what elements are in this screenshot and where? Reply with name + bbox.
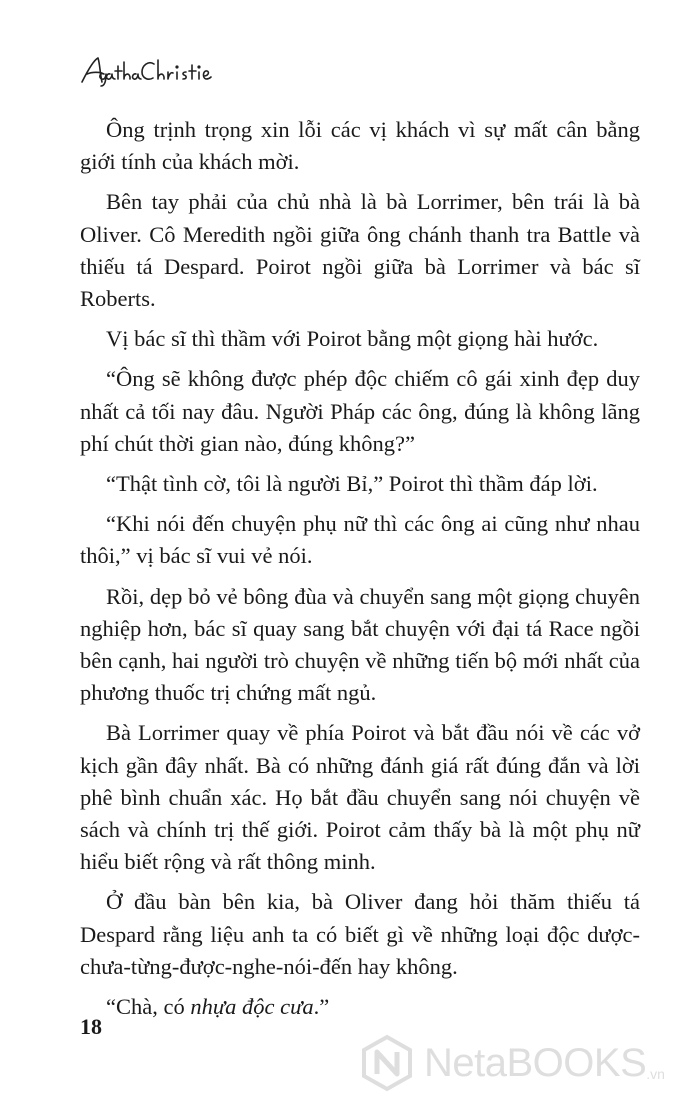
author-signature xyxy=(78,52,218,90)
watermark-logo xyxy=(358,1032,688,1094)
italic-text: nhựa độc cưa xyxy=(190,994,314,1020)
watermark-brand: NetaBOOKS xyxy=(424,1040,647,1085)
body-text xyxy=(80,114,640,1031)
text-run: .” xyxy=(313,994,330,1020)
paragraph: Bà Lorrimer quay về phía Poirot và bắt đầu nói về các vở kịch gần đây nhất. Bà có những đánh giá rất đúng đắn và lời phê bình chuẩn xác. Họ bắt đầu chuyển sang nói chuyện về sách và chính trị thế giới. Poirot cảm thấy bà là một phụ nữ hiểu biết rộng và rất thông minh. xyxy=(80,720,640,875)
page-number: 18 xyxy=(80,1014,102,1039)
netabooks-logo-icon xyxy=(358,1034,416,1092)
paragraph: “Ông sẽ không được phép độc chiếm cô gái xinh đẹp duy nhất cả tối nay đâu. Người Pháp các ông, đúng là không lãng phí chút thời gian nào, đúng không?” xyxy=(80,366,640,456)
paragraph: Rồi, dẹp bỏ vẻ bông đùa và chuyển sang một giọng chuyên nghiệp hơn, bác sĩ quay sang bắt chuyện với đại tá Race ngồi bên cạnh, hai người trò chuyện về những tiến bộ mới nhất của phương thuốc trị chứng mất ngủ. xyxy=(80,583,640,706)
paragraph: “Thật tình cờ, tôi là người Bỉ,” Poirot thì thầm đáp lời. xyxy=(106,471,598,497)
text-run: “Chà, có xyxy=(106,994,191,1020)
paragraph: Bên tay phải của chủ nhà là bà Lorrimer, bên trái là bà Oliver. Cô Meredith ngồi giữa ông chánh thanh tra Battle và thiếu tá Despard. Poirot ngồi giữa bà Lorrimer và bác sĩ Roberts. xyxy=(80,189,640,312)
paragraph: “Khi nói đến chuyện phụ nữ thì các ông ai cũng như nhau thôi,” vị bác sĩ vui vẻ nói. xyxy=(80,511,640,569)
paragraph: Vị bác sĩ thì thầm với Poirot bằng một giọng hài hước. xyxy=(106,326,599,352)
paragraph-last xyxy=(80,991,640,1023)
paragraph: Ở đầu bàn bên kia, bà Oliver đang hỏi thăm thiếu tá Despard rằng liệu anh ta có biết gì về những loại độc dược-chưa-từng-được-nghe-nói-đến hay không. xyxy=(80,889,640,979)
watermark-suffix: .vn xyxy=(646,1066,665,1082)
paragraph: Ông trịnh trọng xin lỗi các vị khách vì sự mất cân bằng giới tính của khách mời. xyxy=(80,117,640,175)
